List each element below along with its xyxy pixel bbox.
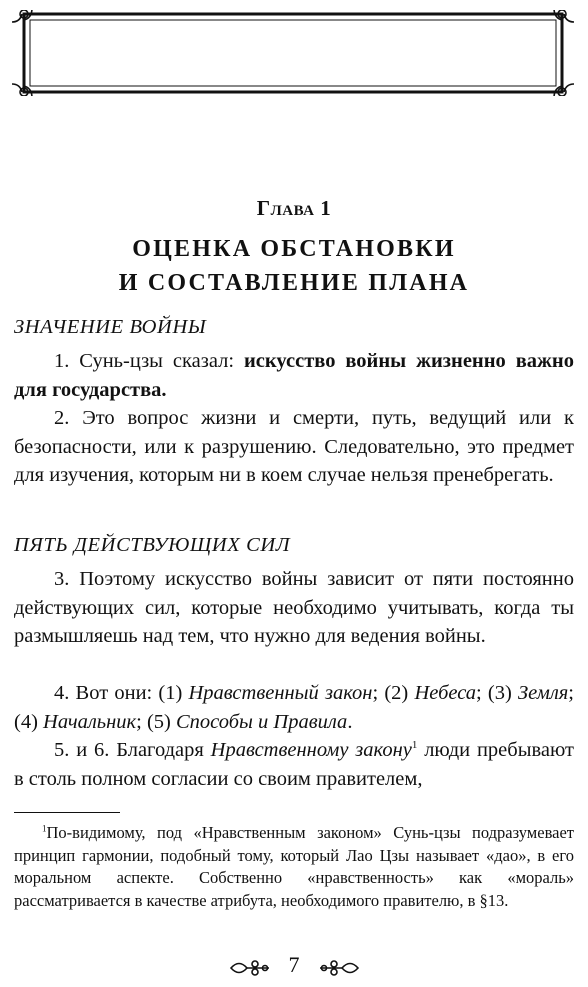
decorative-frame bbox=[10, 10, 576, 96]
footnote-marker: 1 bbox=[42, 823, 47, 834]
right-flourish-icon bbox=[318, 957, 360, 979]
italic-term: Земля bbox=[518, 682, 569, 704]
left-flourish-icon bbox=[229, 957, 271, 979]
paragraph-2: 2. Это вопрос жизни и смерти, путь, ведущий или к безопасности, или к разрушению. Следовательно, это предмет для изучения, которым ни в коем случае нельзя пренебрегать. bbox=[14, 407, 574, 487]
paragraph-text: люди пребывают в столь полном согласии со своим правителем, bbox=[14, 739, 574, 790]
italic-term: Нравственному закону bbox=[210, 739, 412, 761]
chapter-title bbox=[0, 232, 588, 300]
paragraph-text: ; (4) bbox=[14, 682, 574, 733]
paragraph-3: 3. Поэтому искусство войны зависит от пяти постоянно действующих сил, которые необходимо учитывать, когда ты размышляешь над тем, что нужно для ведения войны. bbox=[14, 568, 574, 648]
chapter-label: Глава 1 bbox=[256, 196, 332, 220]
italic-term: Способы и Правила bbox=[175, 710, 348, 733]
chapter-title-line-2: И СОСТАВЛЕНИЕ ПЛАНА bbox=[118, 270, 470, 296]
paragraph-bold-text: искусство войны жизненно важно для государства. bbox=[14, 350, 574, 401]
footnote-divider bbox=[14, 812, 120, 813]
paragraph-4 bbox=[14, 679, 574, 736]
italic-term: Нравственный закон bbox=[188, 682, 373, 704]
italic-term: Небеса bbox=[414, 682, 477, 704]
footnote bbox=[14, 822, 574, 912]
footnote-text: По-видимому, под «Нравственным законом» Сунь-цзы подразумевает принцип гармонии, подобный тому, который Лао Цзы называет «дао», в его моральном аспекте. Собственно «нравственность» как «мораль» рассматривается в качестве атрибута, необходимого правителю, в §13. bbox=[14, 823, 574, 910]
footnote-reference[interactable]: 1 bbox=[411, 739, 418, 752]
paragraph-text: 1. Сунь-цзы сказал: bbox=[54, 350, 244, 372]
paragraph-5 bbox=[14, 736, 574, 793]
paragraph-text: ; (5) bbox=[136, 710, 176, 733]
section-heading: ЗНАЧЕНИЕ ВОЙНЫ bbox=[14, 316, 207, 338]
italic-term: Начальник bbox=[43, 710, 137, 733]
paragraph-text: 5. и 6. Благодаря bbox=[54, 739, 211, 761]
paragraph-text: . bbox=[347, 710, 353, 733]
corner-ornament-icon bbox=[12, 10, 574, 96]
page-number: 7 bbox=[288, 952, 300, 977]
paragraph-text: ; (2) bbox=[372, 682, 415, 704]
paragraph-1 bbox=[14, 347, 574, 404]
section-heading: ПЯТЬ ДЕЙСТВУЮЩИХ СИЛ bbox=[14, 534, 291, 556]
paragraph-text: 4. Вот они: (1) bbox=[54, 682, 189, 704]
chapter-title-line-1: ОЦЕНКА ОБСТАНОВКИ bbox=[132, 236, 456, 262]
page-footer bbox=[0, 952, 588, 979]
paragraph-text: ; (3) bbox=[476, 682, 518, 704]
